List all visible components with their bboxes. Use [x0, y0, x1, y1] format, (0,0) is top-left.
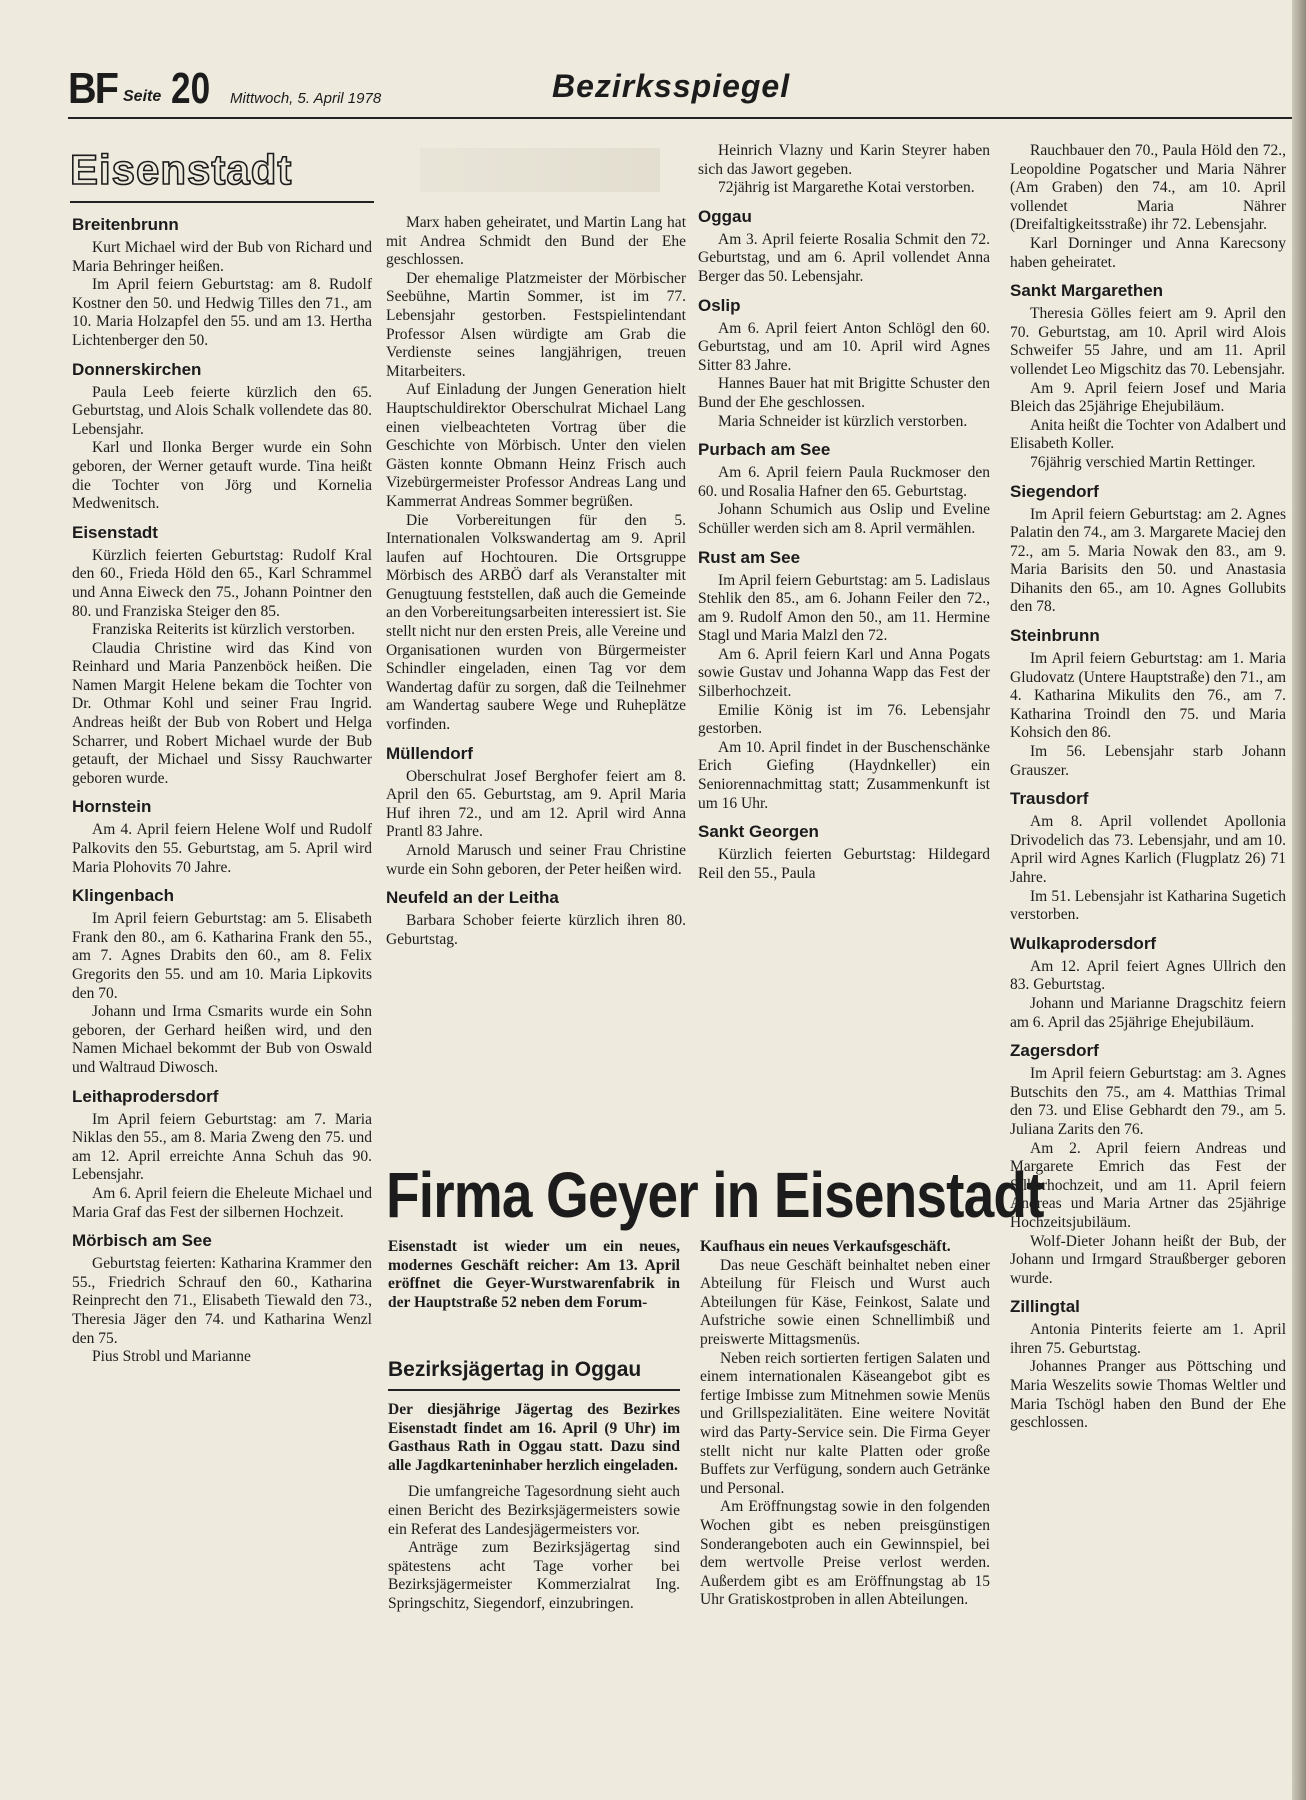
news-paragraph: Am 9. April feiern Josef und Maria Bleich das 25jährige Ehejubiläum. [1010, 379, 1286, 416]
column-title-rule [70, 201, 374, 203]
news-paragraph: Kurt Michael wird der Bub von Richard und Maria Behringer heißen. [72, 239, 372, 275]
news-paragraph: Am 10. April findet in der Buschenschänke Erich Giefing (Haydnkeller) ein Seniorennachmittag statt; Zusammenkunft ist um 16 Uhr. [698, 738, 990, 812]
column-4 [1010, 142, 1286, 1742]
town-heading: Oggau [698, 206, 752, 226]
section-title: Bezirksspiegel [552, 68, 791, 104]
geyer-article [700, 1238, 990, 1610]
news-paragraph: Johann und Irma Csmarits wurde ein Sohn geboren, der Gerhard heißen wird, und den Namen Michael bekommt der Bub von Oswald und Waltraud Diwosch. [72, 1003, 372, 1076]
news-paragraph: Emilie König ist im 76. Lebensjahr gestorben. [698, 701, 990, 738]
news-paragraph: Am 6. April feiern die Eheleute Michael und Maria Graf das Fest der silbernen Hochzeit. [72, 1184, 372, 1221]
town-heading: Siegendorf [1010, 481, 1099, 501]
town-heading: Wulkaprodersdorf [1010, 933, 1157, 953]
news-paragraph: Im April feiern Geburtstag: am 8. Rudolf Kostner den 50. und Hedwig Tilles den 71., am 10. Maria Holzapfel den 55. und am 13. Hertha Lichtenberger den 50. [72, 276, 372, 349]
geyer-paragraph: Am Eröffnungstag sowie in den folgenden Wochen gibt es neben preisgünstigen Sonderangeboten auch ein Gewinnspiel, bei dem wertvolle Preise verlost werden. Außerdem gibt es am Eröffnungstag ab 15 Uhr Gratiskostproben in allen Abteilungen. [700, 1498, 990, 1609]
news-paragraph: Der ehemalige Platzmeister der Mörbischer Seebühne, Martin Sommer, ist im 77. Lebensjahr gestorben. Festspielintendant Professor Alsen würdigte am Grab die Verdienste seines langjährigen, treuen Mitarbeiters. [386, 269, 686, 380]
news-paragraph: Heinrich Vlazny und Karin Steyrer haben sich das Jawort gegeben. [698, 142, 990, 178]
geyer-headline: Firma Geyer in Eisenstadt [386, 1159, 1044, 1231]
town-heading: Trausdorf [1010, 789, 1089, 809]
news-paragraph: Am 2. April feiern Andreas und Margarete Emrich das Fest der Silberhochzeit, und am 11. April feiern Andreas und Maria Artner das 25jährige Hochzeitsjubiläum. [1010, 1139, 1286, 1231]
news-paragraph: Johann und Marianne Dragschitz feiern am 6. April das 25jährige Ehejubiläum. [1010, 994, 1286, 1031]
news-paragraph: Am 6. April feiert Anton Schlögl den 60. Geburtstag, und am 10. April wird Agnes Sitter 83 Jahre. [698, 319, 990, 374]
town-heading: Hornstein [72, 797, 152, 817]
news-paragraph: Johannes Pranger aus Pöttsching und Maria Weszelits sowie Thomas Weltler und Maria Tschögl haben den Bund der Ehe geschlossen. [1010, 1358, 1286, 1432]
town-heading: Sankt Georgen [698, 822, 819, 842]
news-paragraph: Im April feiern Geburtstag: am 1. Maria Gludovatz (Untere Hauptstraße) den 71., am 4. Katharina Mikulits den 76., am 7. Katharina Troindl den 75. und Maria Kohsich den 86. [1010, 650, 1286, 742]
issue-date: Mittwoch, 5. April 1978 [230, 90, 382, 107]
jaeger-paragraph: Die umfangreiche Tagesordnung sieht auch einen Bericht des Bezirksjägermeisters sowie ein Referat des Landesjägermeisters vor. [388, 1483, 680, 1538]
column-2 [386, 214, 686, 1136]
news-paragraph: Antonia Pinterits feierte am 1. April ihren 75. Geburtstag. [1010, 1321, 1286, 1357]
news-paragraph: Karl und Ilonka Berger wurde ein Sohn geboren, der Werner getauft wurde. Tina heißt die Tochter von Jörg und Kornelia Medwenitsch. [72, 439, 372, 513]
news-paragraph: Im April feiern Geburtstag: am 2. Agnes Palatin den 74., am 3. Margarete Maciej den 72., am 5. Maria Nowak den 83., am 9. Maria Barisits den 50. und Anastasia Dihanits den 65., am 10. Agnes Gollubits den 78. [1010, 505, 1286, 616]
town-heading: Mörbisch am See [72, 1231, 212, 1251]
news-paragraph: 76jährig verschied Martin Rettinger. [1030, 453, 1256, 471]
news-paragraph: Rauchbauer den 70., Paula Höld den 72., Leopoldine Pogatscher und Maria Nährer (Am Graben) den 74., am 10. April vollendet Maria Nährer (Dreifaltigkeitsstraße) ihr 72. Lebensjahr. [1010, 142, 1286, 234]
news-paragraph: Barbara Schober feierte kürzlich ihren 80. Geburtstag. [386, 912, 686, 948]
masthead [68, 62, 1298, 118]
news-paragraph: Kürzlich feierten Geburtstag: Rudolf Kral den 60., Frieda Höld den 65., Karl Schrammel und Anna Eiweck den 75., Johann Pointner den 80. und Franziska Steiger den 85. [72, 546, 372, 620]
news-paragraph: Hannes Bauer hat mit Brigitte Schuster den Bund der Ehe geschlossen. [698, 375, 990, 411]
town-heading: Klingenbach [72, 886, 175, 906]
news-paragraph: Pius Strobl und Marianne [92, 1348, 251, 1366]
news-paragraph: Marx haben geheiratet, und Martin Lang hat mit Andrea Schmidt den Bund der Ehe geschlossen. [386, 214, 686, 269]
town-heading: Neufeld an der Leitha [386, 888, 559, 908]
jaeger-paragraph: Anträge zum Bezirksjägertag sind spätestens acht Tage vorher bei Bezirksjägermeister Kommerzialrat Ing. Springschitz, Siegendorf, einzubringen. [388, 1539, 680, 1612]
town-heading: Purbach am See [698, 440, 831, 460]
news-paragraph: Johann Schumich aus Oslip und Eveline Schüller werden sich am 8. April vermählen. [698, 501, 990, 537]
news-paragraph: 72jährig ist Margarethe Kotai verstorben. [718, 179, 975, 197]
news-paragraph: Auf Einladung der Jungen Generation hielt Hauptschuldirektor Oberschulrat Michael Lang einen vielbeachteten Vortrag über die Geschichte von Mörbisch. Unter den vielen Gästen konnte Obmann Heinz Frisch auch Vizebürgermeister Professor Andreas Lang und Kammerrat Andreas Sommer begrüßen. [386, 381, 686, 510]
news-paragraph: Am 6. April feiern Paula Ruckmoser den 60. und Rosalia Hafner den 65. Geburtstag. [698, 464, 990, 500]
town-heading: Oslip [698, 295, 741, 315]
faded-show-through [420, 148, 660, 192]
column-3 [698, 142, 990, 1132]
jaeger-article [388, 1356, 680, 1614]
jaeger-title: Bezirksjägertag in Oggau [388, 1358, 642, 1381]
news-paragraph: Kürzlich feierten Geburtstag: Hildegard Reil den 55., Paula [698, 846, 990, 882]
town-heading: Steinbrunn [1010, 626, 1100, 646]
town-heading: Eisenstadt [72, 522, 158, 542]
news-paragraph: Im April feiern Geburtstag: am 3. Agnes Butschits den 75., am 4. Matthias Trimal den 73. und Elise Gebhardt den 79., am 5. Juliana Zarits den 76. [1010, 1065, 1286, 1138]
town-heading: Sankt Margarethen [1010, 281, 1164, 301]
news-paragraph: Karl Dorninger und Anna Karecsony haben geheiratet. [1010, 234, 1286, 271]
town-heading: Rust am See [698, 547, 801, 567]
news-paragraph: Im April feiern Geburtstag: am 5. Ladislaus Stehlik den 85., am 6. Johann Feiler den 72., am 9. Rudolf Amon den 50., am 11. Hermine Stagl und Maria Malzl den 72. [698, 571, 990, 645]
news-paragraph: Im April feiern Geburtstag: am 7. Maria Niklas den 55., am 8. Maria Zweng den 75. und am 12. April erreichte Anna Schuh das 90. Lebensjahr. [72, 1110, 372, 1184]
geyer-paragraph: Das neue Geschäft beinhaltet neben einer Abteilung für Fleisch und Wurst auch Abteilungen für Käse, Feinkost, Salate und Aufstriche sowie einen Schnellimbiß und preiswerte Mittagsmenüs. [700, 1256, 990, 1348]
news-paragraph: Am 3. April feierte Rosalia Schmit den 72. Geburtstag, und am 6. April vollendet Anna Berger das 50. Lebensjahr. [698, 230, 990, 285]
town-heading: Breitenbrunn [72, 215, 179, 234]
news-paragraph: Wolf-Dieter Johann heißt der Bub, der Johann und Irmgard Straußberger geboren wurde. [1010, 1232, 1286, 1287]
news-paragraph: Arnold Marusch und seiner Frau Christine wurde ein Sohn geboren, der Peter heißen wird. [386, 842, 686, 878]
geyer-lead-continued: Kaufhaus ein neues Verkaufsgeschäft. [700, 1238, 951, 1255]
news-paragraph: Im April feiern Geburtstag: am 5. Elisabeth Frank den 80., am 6. Katharina Frank den 55., am 7. Agnes Drabits den 60., am 8. Felix Gregorits den 55. und am 10. Maria Lipkovits den 70. [72, 910, 372, 1002]
news-paragraph: Am 8. April vollendet Apollonia Drivodelich das 73. Lebensjahr, und am 10. April wird Agnes Karlich (Flugplatz 26) 71 Jahre. [1010, 813, 1286, 886]
news-paragraph: Anita heißt die Tochter von Adalbert und Elisabeth Koller. [1010, 416, 1286, 453]
news-paragraph: Die Vorbereitungen für den 5. Internationalen Volkswandertag am 9. April laufen auf Hochtouren. Die Ortsgruppe Mörbisch des ARBÖ darf als Veranstalter mit Genugtuung feststellen, daß auch die Gemeinde an den Vorbereitungsarbeiten interessiert ist. Sie stellt nicht nur den ersten Preis, alle Vereine und Organisationen wurden von Bürgermeister Schindler eingeladen, einen Tag vor dem Wandertag dafür zu sorgen, daß die Teilnehmer am Wandertag saubere Wege und Ruheplätze vorfinden. [386, 511, 686, 734]
geyer-paragraph: Neben reich sortierten fertigen Salaten und einem internationalen Käseangebot gibt es fertige Imbisse zum Mitnehmen sowie Menüs und Grillspezialitäten. Eine weitere Novität wird das Party-Service sein. Die Firma Geyer stellt nicht nur kalte Platten oder große Buffets zur Verfügung, sondern auch Getränke und Personal. [700, 1349, 990, 1497]
column-1 [72, 214, 372, 1734]
news-paragraph: Im 56. Lebensjahr starb Johann Grauszer. [1010, 743, 1286, 779]
town-heading: Leithaprodersdorf [72, 1086, 219, 1106]
news-paragraph: Franziska Reiterits ist kürzlich verstorben. [92, 621, 356, 639]
news-paragraph: Am 6. April feiern Karl und Anna Pogats sowie Gustav und Johanna Wapp das Fest der Silberhochzeit. [698, 645, 990, 701]
news-paragraph: Geburtstag feierten: Katharina Krammer den 55., Friedrich Schrauf den 60., Katharina Reinprecht den 71., Elisabeth Tiewald den 73., Theresia Jäger den 74. und Katharina Wenzl den 75. [72, 1255, 372, 1347]
news-paragraph: Oberschulrat Josef Berghofer feiert am 8. April den 65. Geburtstag, am 9. April Maria Huf ihren 72., und am 12. April wird Anna Prantl 83 Jahre. [386, 767, 686, 841]
news-paragraph: Im 51. Lebensjahr ist Katharina Sugetich verstorben. [1010, 887, 1286, 924]
news-paragraph: Am 12. April feiert Agnes Ullrich den 83. Geburtstag. [1010, 957, 1286, 994]
news-paragraph: Am 4. April feiern Helene Wolf und Rudolf Palkovits den 55. Geburtstag, am 5. April wird Maria Plohovits 70 Jahre. [72, 821, 372, 876]
geyer-lead: Eisenstadt ist wieder um ein neues, modernes Geschäft reicher: Am 13. April eröffnet die Geyer-Wurstwarenfabrik in der Hauptstraße 52 neben dem Forum- [388, 1238, 680, 1311]
masthead-rule [68, 117, 1298, 119]
town-heading: Müllendorf [386, 743, 473, 763]
news-paragraph: Maria Schneider ist kürzlich verstorben. [718, 412, 968, 430]
geyer-lead-block [388, 1238, 680, 1312]
town-heading: Zagersdorf [1010, 1041, 1099, 1061]
news-paragraph: Claudia Christine wird das Kind von Reinhard und Maria Panzenböck heißen. Die Namen Margit Helene bekam die Tochter von Dr. Othmar Kohl und seiner Frau Ingrid. Andreas heißt der Bub von Robert und Helga Scharrer, und Robert Michael wurde der Bub getauft, der Michael und Sissy Rauchwarter geboren wurde. [72, 639, 372, 787]
column-title: Eisenstadt [70, 146, 293, 193]
page-number: 20 [171, 64, 211, 113]
town-heading: Donnerskirchen [72, 359, 202, 379]
town-heading: Zillingtal [1010, 1297, 1080, 1317]
news-paragraph: Paula Leeb feierte kürzlich den 65. Geburtstag, und Alois Schalk vollendete das 80. Lebensjahr. [72, 383, 372, 438]
newspaper-logo: BF [68, 64, 118, 113]
jaeger-rule [388, 1389, 680, 1391]
page-label: Seite [123, 88, 162, 105]
news-paragraph: Theresia Gölles feiert am 9. April den 70. Geburtstag, am 10. April wird Alois Schweifer 55 Jahre, und am 11. April vollendet Leo Migschitz das 70. Lebensjahr. [1010, 305, 1286, 378]
jaeger-lead: Der diesjährige Jägertag des Bezirkes Eisenstadt findet am 16. April (9 Uhr) im Gasthaus Rath in Oggau statt. Dazu sind alle Jagdkarteninhaber herzlich eingeladen. [388, 1401, 680, 1474]
page-fold-shadow [1292, 0, 1306, 1800]
